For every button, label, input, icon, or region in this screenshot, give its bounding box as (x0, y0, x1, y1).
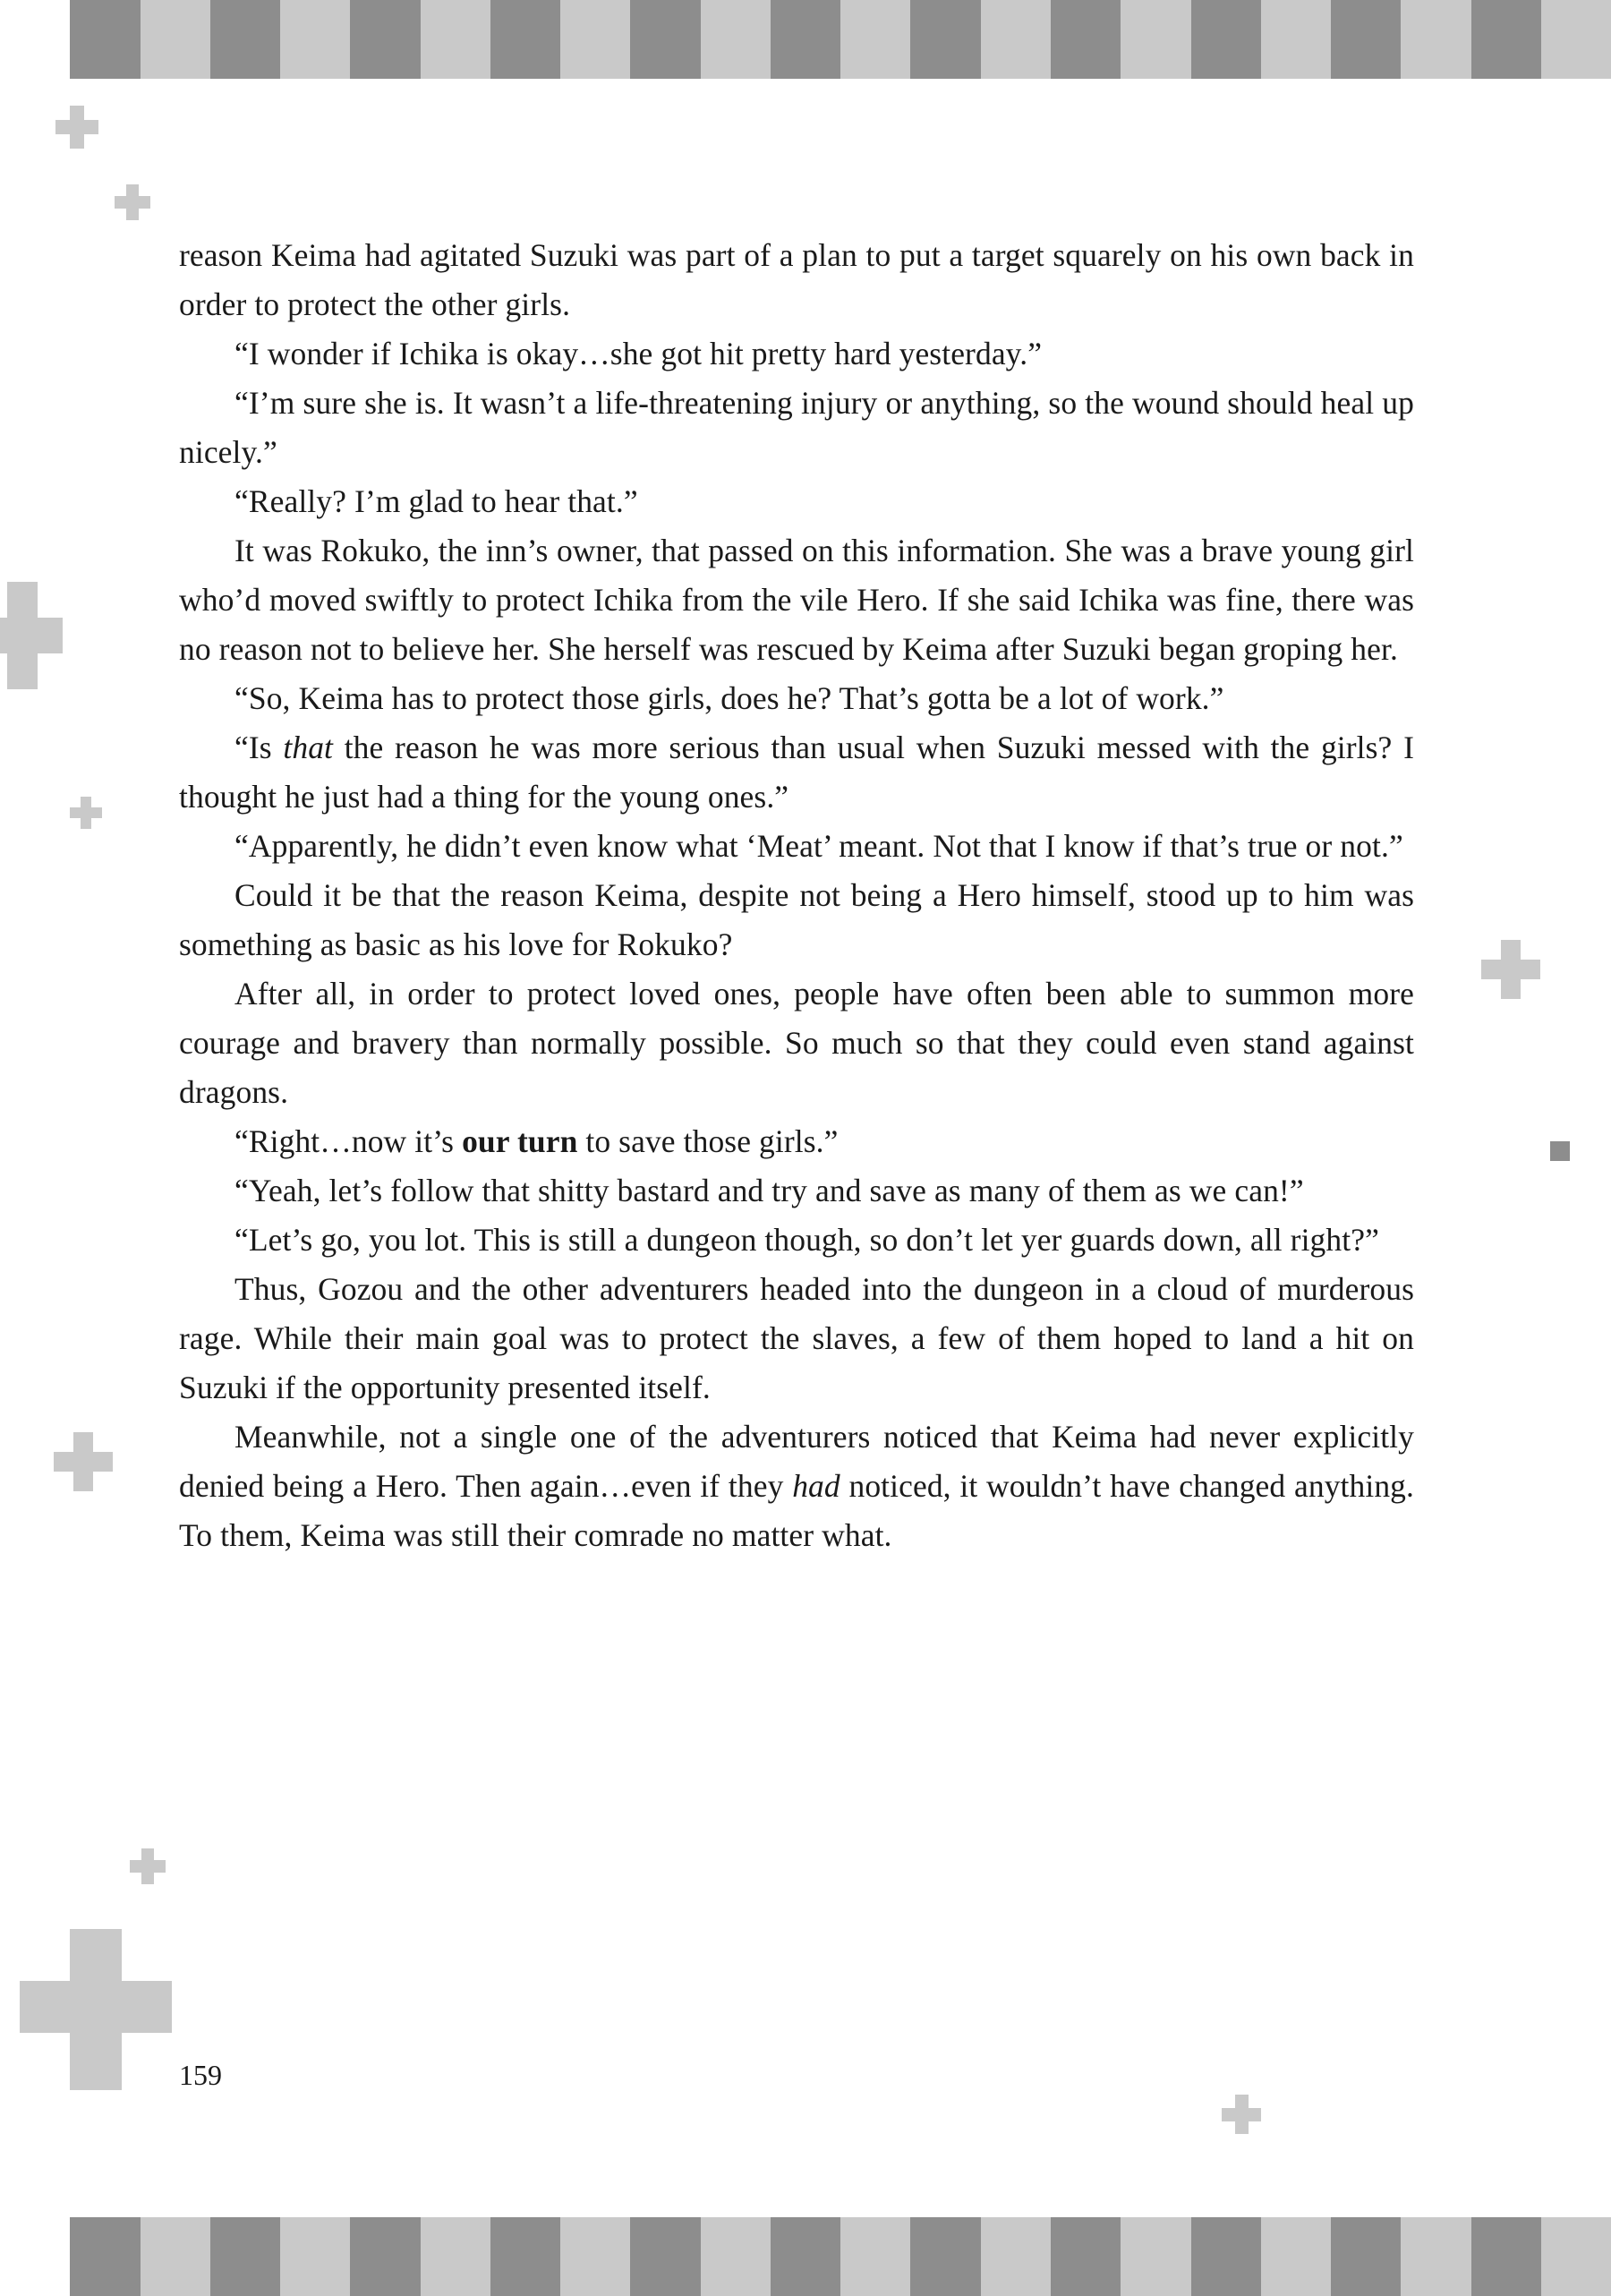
pixel-cross-decoration (54, 1432, 113, 1491)
checker-cell (1331, 0, 1401, 79)
checker-cell (0, 0, 70, 79)
checker-cell (280, 0, 350, 79)
text-run: Could it be that the reason Keima, despite not being a Hero himself, stood up to him was something as basic as his love for Rokuko? (179, 877, 1414, 962)
pixel-cross-decoration (130, 1848, 166, 1884)
paragraph (179, 329, 1414, 379)
text-run: to save those girls.” (577, 1123, 839, 1159)
checker-cell (1401, 0, 1470, 79)
text-run: noticed, it wouldn’t have changed anything. To them, Keima was still their comrade no matter what. (179, 1468, 1414, 1553)
page-number: 159 (179, 2059, 222, 2091)
text-run: “I’m sure she is. It wasn’t a life-threatening injury or anything, so the wound should heal up nicely.” (179, 385, 1414, 470)
checker-cell (701, 2217, 771, 2296)
paragraph (179, 1117, 1414, 1166)
checker-cell (630, 2217, 700, 2296)
checker-cell (560, 2217, 630, 2296)
text-run: “Really? I’m glad to hear that.” (234, 483, 638, 519)
pixel-cross-decoration (1481, 940, 1540, 999)
text-run: Thus, Gozou and the other adventurers headed into the dungeon in a cloud of murderous rage. While their main goal was to protect the slaves, a few of them hoped to land a hit on Suzuki if the opportunity presented itself. (179, 1271, 1414, 1405)
checker-cell (701, 0, 771, 79)
checker-cell (421, 2217, 490, 2296)
text-run: “Right…now it’s (234, 1123, 463, 1159)
bottom-checker-border (0, 2217, 1611, 2296)
pixel-cross-decoration (115, 184, 150, 220)
text-run: Meanwhile, not a single one of the adventurers noticed that Keima had never explicitly denied being a Hero. Then again…even if they (179, 1419, 1414, 1504)
checker-cell (141, 0, 210, 79)
text-run: the reason he was more serious than usual when Suzuki messed with the girls? I thought he just had a thing for the young ones.” (179, 730, 1415, 815)
pixel-cross-decoration (0, 582, 63, 689)
checker-cell (1401, 2217, 1470, 2296)
checker-cell (70, 2217, 140, 2296)
checker-cell (1051, 0, 1121, 79)
checker-cell (490, 0, 560, 79)
pixel-cross-decoration (55, 106, 98, 149)
pixel-square-decoration (1550, 1141, 1570, 1161)
checker-cell (280, 2217, 350, 2296)
checker-cell (840, 0, 910, 79)
text-run: After all, in order to protect loved ones, people have often been able to summon more courage and bravery than normally possible. So much so that they could even stand against dragons. (179, 976, 1414, 1110)
strong-text: our turn (462, 1123, 578, 1159)
checker-cell (1051, 2217, 1121, 2296)
emphasis-text: that (283, 730, 334, 765)
text-run: It was Rokuko, the inn’s owner, that passed on this information. She was a brave young girl who’d moved swiftly to protect Ichika from the vile Hero. If she said Ichika was fine, there was no reason not to believe her. She herself was rescued by Keima after Suzuki began groping her. (179, 533, 1414, 667)
checker-cell (771, 0, 840, 79)
checker-cell (560, 0, 630, 79)
checker-cell (771, 2217, 840, 2296)
pixel-cross-decoration (1222, 2095, 1261, 2134)
checker-cell (141, 2217, 210, 2296)
checker-cell (421, 0, 490, 79)
text-run: “So, Keima has to protect those girls, does he? That’s gotta be a lot of work.” (234, 680, 1224, 716)
checker-cell (1191, 0, 1261, 79)
checker-cell (0, 2217, 70, 2296)
checker-cell (1331, 2217, 1401, 2296)
paragraph (179, 1413, 1414, 1560)
paragraph (179, 231, 1414, 329)
top-checker-border (0, 0, 1611, 79)
text-run: “Let’s go, you lot. This is still a dungeon though, so don’t let yer guards down, all right?” (234, 1222, 1379, 1258)
checker-cell (490, 2217, 560, 2296)
text-run: reason Keima had agitated Suzuki was part of a plan to put a target squarely on his own back in order to protect the other girls. (179, 237, 1414, 322)
paragraph (179, 723, 1414, 822)
paragraph (179, 379, 1414, 477)
checker-cell (1471, 0, 1541, 79)
paragraph (179, 477, 1414, 526)
emphasis-text: had (792, 1468, 840, 1504)
checker-cell (910, 0, 980, 79)
text-run: “Yeah, let’s follow that shitty bastard and try and save as many of them as we can!” (234, 1173, 1304, 1208)
checker-cell (1541, 2217, 1611, 2296)
checker-cell (350, 0, 420, 79)
checker-cell (1471, 2217, 1541, 2296)
page-body-text (179, 231, 1414, 1560)
paragraph (179, 674, 1414, 723)
checker-cell (1261, 0, 1331, 79)
paragraph (179, 969, 1414, 1117)
checker-cell (70, 0, 140, 79)
text-run: “Is (234, 730, 284, 765)
paragraph (179, 1166, 1414, 1216)
checker-cell (350, 2217, 420, 2296)
checker-cell (210, 2217, 280, 2296)
checker-cell (1541, 0, 1611, 79)
checker-cell (1191, 2217, 1261, 2296)
checker-cell (910, 2217, 980, 2296)
paragraph (179, 526, 1414, 674)
checker-cell (1121, 0, 1190, 79)
checker-cell (1121, 2217, 1190, 2296)
checker-cell (840, 2217, 910, 2296)
checker-cell (981, 2217, 1051, 2296)
paragraph (179, 1216, 1414, 1265)
pixel-cross-decoration (70, 797, 102, 829)
paragraph (179, 1265, 1414, 1413)
checker-cell (1261, 2217, 1331, 2296)
paragraph (179, 822, 1414, 871)
pixel-cross-decoration (20, 1929, 172, 2090)
checker-cell (210, 0, 280, 79)
checker-cell (630, 0, 700, 79)
text-run: “I wonder if Ichika is okay…she got hit pretty hard yesterday.” (234, 336, 1043, 371)
text-run: “Apparently, he didn’t even know what ‘Meat’ meant. Not that I know if that’s true or not.” (234, 828, 1403, 864)
checker-cell (981, 0, 1051, 79)
paragraph (179, 871, 1414, 969)
